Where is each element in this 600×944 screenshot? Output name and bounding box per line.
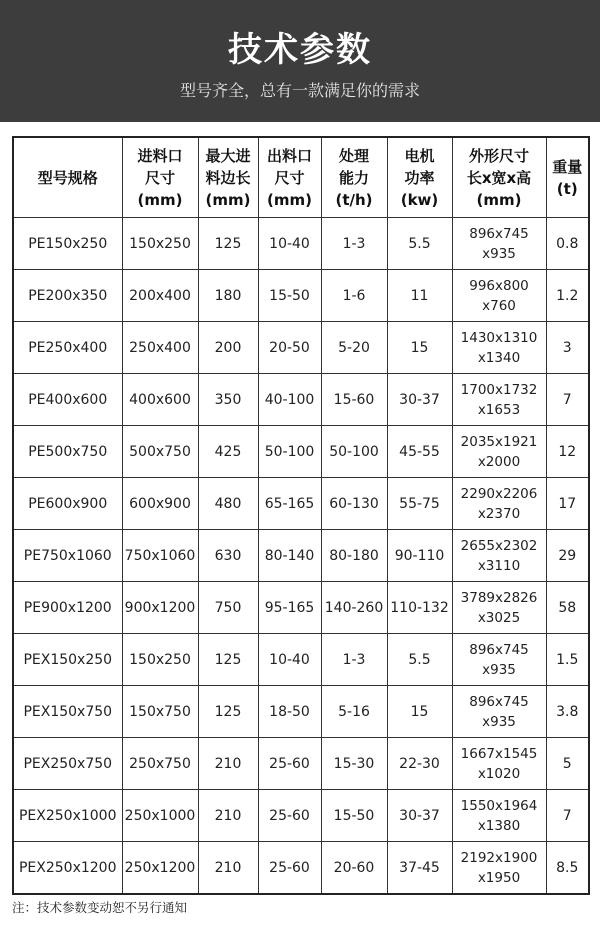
cell-dims — [452, 582, 546, 634]
cell-weight: 7 — [546, 374, 589, 426]
cell-discharge: 18-50 — [258, 686, 321, 738]
cell-capacity: 50-100 — [321, 426, 387, 478]
cell-weight: 8.5 — [546, 842, 589, 895]
column-header — [13, 137, 122, 218]
cell-max-feed: 210 — [198, 790, 258, 842]
cell-feed-opening: 600x900 — [122, 478, 198, 530]
column-header-line: 长x宽x高 — [466, 168, 532, 187]
column-header-line: 出料口 — [266, 146, 312, 165]
column-header — [122, 137, 198, 218]
dims-line: x2000 — [477, 453, 521, 470]
column-header-line: (mm) — [476, 190, 522, 209]
cell-capacity: 15-50 — [321, 790, 387, 842]
cell-discharge: 95-165 — [258, 582, 321, 634]
column-header-line: (t) — [556, 179, 578, 198]
cell-discharge: 25-60 — [258, 842, 321, 895]
spec-table — [12, 136, 590, 895]
cell-discharge: 65-165 — [258, 478, 321, 530]
cell-power: 5.5 — [387, 634, 452, 686]
cell-dims — [452, 374, 546, 426]
cell-power: 90-110 — [387, 530, 452, 582]
table-row — [13, 270, 589, 322]
column-header-line: 尺寸 — [274, 168, 305, 187]
table-row — [13, 478, 589, 530]
cell-model: PE150x250 — [13, 218, 122, 270]
cell-capacity: 140-260 — [321, 582, 387, 634]
cell-max-feed: 180 — [198, 270, 258, 322]
dims-line: x1950 — [477, 869, 521, 886]
table-header-row — [13, 137, 589, 218]
cell-feed-opening: 150x250 — [122, 634, 198, 686]
cell-max-feed: 125 — [198, 686, 258, 738]
cell-power: 110-132 — [387, 582, 452, 634]
column-header — [452, 137, 546, 218]
cell-discharge: 50-100 — [258, 426, 321, 478]
dims-line: 2035x1921 — [460, 433, 538, 450]
cell-dims — [452, 426, 546, 478]
cell-weight: 5 — [546, 738, 589, 790]
table-row — [13, 426, 589, 478]
column-header-line: 进料口 — [137, 146, 183, 165]
dims-line: 2192x1900 — [460, 849, 538, 866]
cell-dims — [452, 322, 546, 374]
cell-model: PE900x1200 — [13, 582, 122, 634]
table-row — [13, 738, 589, 790]
column-header-line: 重量 — [552, 157, 583, 176]
cell-max-feed: 750 — [198, 582, 258, 634]
cell-dims — [452, 478, 546, 530]
cell-dims — [452, 530, 546, 582]
cell-power: 5.5 — [387, 218, 452, 270]
cell-discharge: 10-40 — [258, 634, 321, 686]
column-header — [198, 137, 258, 218]
cell-feed-opening: 750x1060 — [122, 530, 198, 582]
cell-discharge: 15-50 — [258, 270, 321, 322]
cell-model: PEX250x1200 — [13, 842, 122, 895]
page-title: 技术参数 — [228, 30, 372, 70]
cell-dims — [452, 270, 546, 322]
cell-weight: 1.2 — [546, 270, 589, 322]
cell-capacity: 5-20 — [321, 322, 387, 374]
header-banner — [0, 0, 600, 122]
column-header-line: 尺寸 — [144, 168, 175, 187]
column-header-line: 能力 — [338, 168, 369, 187]
cell-discharge: 20-50 — [258, 322, 321, 374]
cell-discharge: 25-60 — [258, 790, 321, 842]
cell-max-feed: 210 — [198, 738, 258, 790]
dims-line: x1653 — [477, 401, 521, 418]
cell-capacity: 1-6 — [321, 270, 387, 322]
column-header — [321, 137, 387, 218]
cell-dims — [452, 686, 546, 738]
cell-weight: 29 — [546, 530, 589, 582]
column-header-line: (mm) — [137, 190, 183, 209]
cell-power: 37-45 — [387, 842, 452, 895]
cell-feed-opening: 150x250 — [122, 218, 198, 270]
cell-weight: 3 — [546, 322, 589, 374]
cell-model: PE250x400 — [13, 322, 122, 374]
dims-line: 896x745 — [469, 693, 529, 710]
cell-discharge: 80-140 — [258, 530, 321, 582]
column-header — [546, 137, 589, 218]
cell-feed-opening: 900x1200 — [122, 582, 198, 634]
column-header-line: (mm) — [205, 190, 251, 209]
dims-line: 1430x1310 — [460, 329, 538, 346]
dims-line: x935 — [482, 661, 516, 678]
cell-discharge: 10-40 — [258, 218, 321, 270]
cell-dims — [452, 218, 546, 270]
cell-weight: 58 — [546, 582, 589, 634]
cell-power: 45-55 — [387, 426, 452, 478]
cell-discharge: 25-60 — [258, 738, 321, 790]
page-subtitle: 型号齐全，总有一款满足你的需求 — [179, 81, 420, 100]
column-header-line: (mm) — [267, 190, 312, 209]
cell-model: PEX250x750 — [13, 738, 122, 790]
cell-weight: 1.5 — [546, 634, 589, 686]
cell-dims — [452, 634, 546, 686]
cell-model: PE750x1060 — [13, 530, 122, 582]
cell-feed-opening: 250x1200 — [122, 842, 198, 895]
column-header-line: 型号规格 — [37, 168, 98, 187]
cell-power: 15 — [387, 322, 452, 374]
cell-discharge: 40-100 — [258, 374, 321, 426]
footer-note: 注：技术参数变动恕不另行通知 — [12, 900, 188, 915]
column-header-line: 料边长 — [205, 168, 251, 187]
cell-power: 30-37 — [387, 790, 452, 842]
table-row — [13, 634, 589, 686]
dims-line: x935 — [482, 713, 516, 730]
column-header-line: 外形尺寸 — [468, 146, 529, 165]
column-header-line: (t/h) — [335, 190, 373, 209]
cell-feed-opening: 200x400 — [122, 270, 198, 322]
cell-feed-opening: 500x750 — [122, 426, 198, 478]
cell-capacity: 1-3 — [321, 218, 387, 270]
cell-power: 22-30 — [387, 738, 452, 790]
dims-line: 896x745 — [469, 225, 529, 242]
dims-line: x3110 — [477, 557, 521, 574]
cell-max-feed: 210 — [198, 842, 258, 895]
cell-max-feed: 350 — [198, 374, 258, 426]
cell-capacity: 20-60 — [321, 842, 387, 895]
dims-line: x760 — [482, 297, 516, 314]
dims-line: x935 — [482, 245, 516, 262]
table-row — [13, 322, 589, 374]
dims-line: 1550x1964 — [460, 797, 538, 814]
cell-model: PEX150x250 — [13, 634, 122, 686]
table-row — [13, 218, 589, 270]
dims-line: 2655x2302 — [460, 537, 538, 554]
table-body — [13, 218, 589, 895]
cell-power: 55-75 — [387, 478, 452, 530]
dims-line: 3789x2826 — [460, 589, 538, 606]
table-row — [13, 582, 589, 634]
cell-capacity: 15-30 — [321, 738, 387, 790]
cell-weight: 3.8 — [546, 686, 589, 738]
cell-model: PE400x600 — [13, 374, 122, 426]
cell-model: PEX250x1000 — [13, 790, 122, 842]
column-header-line: 电机 — [404, 146, 435, 165]
table-row — [13, 842, 589, 895]
cell-model: PE600x900 — [13, 478, 122, 530]
dims-line: x3025 — [477, 609, 521, 626]
cell-model: PEX150x750 — [13, 686, 122, 738]
spec-table-container — [12, 136, 588, 895]
cell-model: PE500x750 — [13, 426, 122, 478]
cell-feed-opening: 150x750 — [122, 686, 198, 738]
dims-line: 996x800 — [469, 277, 529, 294]
dims-line: x1340 — [477, 349, 521, 366]
column-header — [387, 137, 452, 218]
cell-max-feed: 200 — [198, 322, 258, 374]
cell-power: 15 — [387, 686, 452, 738]
cell-weight: 0.8 — [546, 218, 589, 270]
table-row — [13, 686, 589, 738]
table-row — [13, 530, 589, 582]
cell-max-feed: 425 — [198, 426, 258, 478]
cell-feed-opening: 250x1000 — [122, 790, 198, 842]
cell-max-feed: 125 — [198, 218, 258, 270]
cell-power: 11 — [387, 270, 452, 322]
column-header-line: 功率 — [404, 168, 435, 187]
cell-capacity: 15-60 — [321, 374, 387, 426]
cell-capacity: 1-3 — [321, 634, 387, 686]
cell-feed-opening: 250x400 — [122, 322, 198, 374]
cell-feed-opening: 400x600 — [122, 374, 198, 426]
cell-weight: 12 — [546, 426, 589, 478]
table-row — [13, 374, 589, 426]
cell-feed-opening: 250x750 — [122, 738, 198, 790]
dims-line: 1700x1732 — [460, 381, 538, 398]
cell-weight: 17 — [546, 478, 589, 530]
cell-capacity: 80-180 — [321, 530, 387, 582]
cell-max-feed: 480 — [198, 478, 258, 530]
table-row — [13, 790, 589, 842]
cell-max-feed: 125 — [198, 634, 258, 686]
cell-weight: 7 — [546, 790, 589, 842]
dims-line: x1020 — [477, 765, 521, 782]
column-header-line: 处理 — [338, 146, 369, 165]
dims-line: 896x745 — [469, 641, 529, 658]
cell-power: 30-37 — [387, 374, 452, 426]
column-header-line: 最大进 — [205, 146, 251, 165]
column-header-line: (kw) — [400, 190, 439, 209]
dims-line: 1667x1545 — [460, 745, 538, 762]
column-header — [258, 137, 321, 218]
dims-line: x2370 — [477, 505, 521, 522]
dims-line: x1380 — [477, 817, 521, 834]
cell-dims — [452, 842, 546, 895]
cell-dims — [452, 790, 546, 842]
cell-max-feed: 630 — [198, 530, 258, 582]
dims-line: 2290x2206 — [460, 485, 538, 502]
cell-model: PE200x350 — [13, 270, 122, 322]
cell-dims — [452, 738, 546, 790]
cell-capacity: 60-130 — [321, 478, 387, 530]
cell-capacity: 5-16 — [321, 686, 387, 738]
